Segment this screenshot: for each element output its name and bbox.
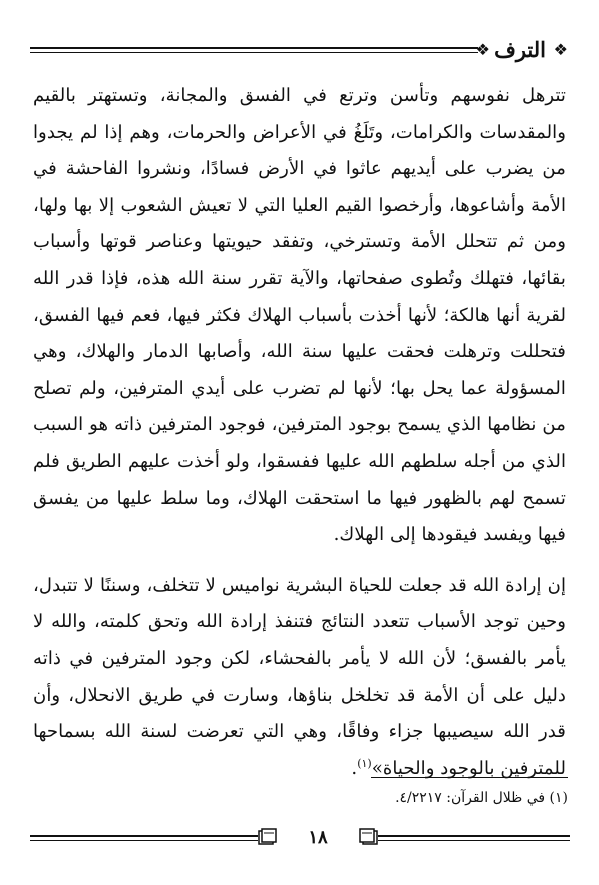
paragraph-text: إن إرادة الله قد جعلت للحياة البشرية نواميس لا تتخلف، وسننًا لا تتبدل، وحين توجد الأسباب تتعدد النتائج فتنفذ إرادة الله وتحق كلمته، والله لا يأمر بالفسق؛ لأن الله لا يأمر بالفحشاء، لكن وجود المترفين في ذاته دليل على أن الأمة قد تخلخل بناؤها، وسارت في طريق الانحلال، وأن قدر الله سيصيبها جزاء وفاقًا، وهي التي تعرضت لسنة الله بسماحها للمترفين بالوجود والحياة» <box>33 574 566 779</box>
book-icon <box>258 828 278 846</box>
ornament-icon: ❖ <box>553 40 568 59</box>
paragraph <box>33 78 566 554</box>
page-footer <box>30 826 570 850</box>
page-header <box>30 38 570 64</box>
footnote-reference[interactable]: (١) <box>357 756 372 770</box>
page-number: ١٨ <box>308 827 328 848</box>
footnote: (١) في ظلال القرآن: ٤/٢٢١٧. <box>395 790 568 806</box>
end-mark: . <box>351 757 358 779</box>
paragraph-text: تترهل نفوسهم وتأسن وترتع في الفسق والمجانة، وتستهتر بالقيم والمقدسات والكرامات، وتَلَغُ في الأعراض والحرمات، وهم إذا لم يجدوا من يضرب على أيديهم عاثوا في الأرض فسادًا، ونشروا الفاحشة في الأمة وأشاعوها، وأرخصوا القيم العليا التي لا تعيش الشعوب إلا بها ولها، ومن ثم تتحلل الأمة وتسترخي، وتفقد حيويتها وعناصر قوتها وأسباب بقائها، فتهلك وتُطوى صفحاتها، والآية تقرر سنة الله هذه، فإذا قدر الله لقرية أنها هالكة؛ لأنها أخذت بأسباب الهلاك فكثر فيها، فعم فيها الفسق، فتحللت وترهلت فحقت عليها سنة الله، وأصابها الدمار والهلاك، وهي المسؤولة عما يحل بها؛ لأنها لم تضرب على أيدي المترفين، ولم تصلح من نظامها الذي يسمح بوجود المترفين، فوجود المترفين ذاته هو السبب الذي من أجله سلطهم الله عليها ففسقوا، ولو أخذت عليهم الطريق فلم تسمح لهم بالظهور فيها ما استحقت الهلاك، وما سلط عليها من يفسق فيها ويفسد فيقودها إلى الهلاك. <box>33 85 566 546</box>
book-icon <box>358 828 378 846</box>
header-rule <box>30 47 478 53</box>
paragraph <box>33 568 566 788</box>
running-title: الترف <box>494 37 546 62</box>
page-number-box <box>258 826 378 850</box>
footnote-separator <box>371 777 568 778</box>
ornament-icon: ❖ <box>475 40 490 59</box>
body-text <box>33 78 566 787</box>
